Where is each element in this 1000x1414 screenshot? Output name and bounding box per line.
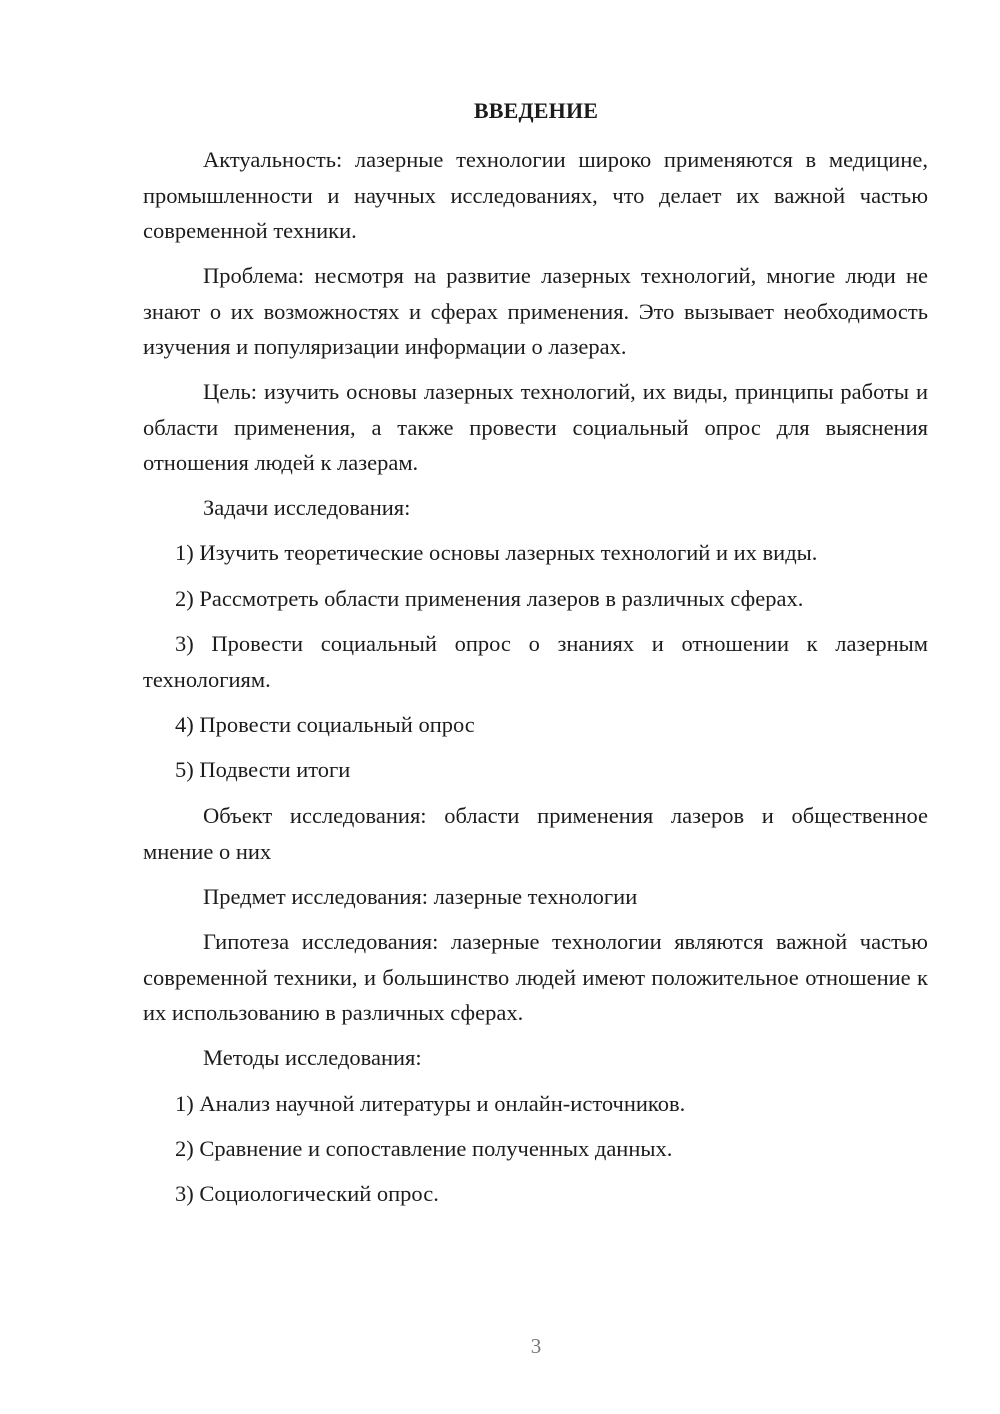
- task-item: 5) Подвести итоги: [175, 757, 351, 782]
- object-paragraph: Объект исследования: области применения лазеров и общественное мнение о них: [143, 803, 928, 864]
- page-number: 3: [530, 1334, 542, 1358]
- problem-paragraph: Проблема: несмотря на развитие лазерных технологий, многие люди не знают о их возможностях и сферах применения. Это вызывает необходимость изучения и популяризации информации о лазерах.: [143, 263, 928, 359]
- method-item: 2) Сравнение и сопоставление полученных данных.: [175, 1136, 673, 1161]
- methods-heading: Методы исследования:: [203, 1045, 422, 1070]
- method-item: 3) Социологический опрос.: [175, 1181, 439, 1206]
- hypothesis-paragraph: Гипотеза исследования: лазерные технологии являются важной частью современной техники, и большинство людей имеют положительное отношение к их использованию в различных сферах.: [143, 929, 928, 1025]
- method-item: 1) Анализ научной литературы и онлайн-источников.: [175, 1091, 686, 1116]
- goal-paragraph: Цель: изучить основы лазерных технологий, их виды, принципы работы и области применения, а также провести социальный опрос для выяснения отношения людей к лазерам.: [143, 379, 928, 475]
- task-item: 1) Изучить теоретические основы лазерных технологий и их виды.: [175, 540, 818, 565]
- task-item: 3) Провести социальный опрос о знаниях и отношении к лазерным технологиям.: [143, 631, 928, 692]
- subject-paragraph: Предмет исследования: лазерные технологии: [203, 884, 638, 909]
- tasks-heading: Задачи исследования:: [203, 495, 411, 520]
- task-item: 2) Рассмотреть области применения лазеров в различных сферах.: [175, 586, 804, 611]
- section-title: ВВЕДЕНИЕ: [473, 98, 599, 123]
- relevance-paragraph: Актуальность: лазерные технологии широко применяются в медицине, промышленности и научных исследованиях, что делает их важной частью современной техники.: [143, 147, 928, 243]
- task-item: 4) Провести социальный опрос: [175, 712, 475, 737]
